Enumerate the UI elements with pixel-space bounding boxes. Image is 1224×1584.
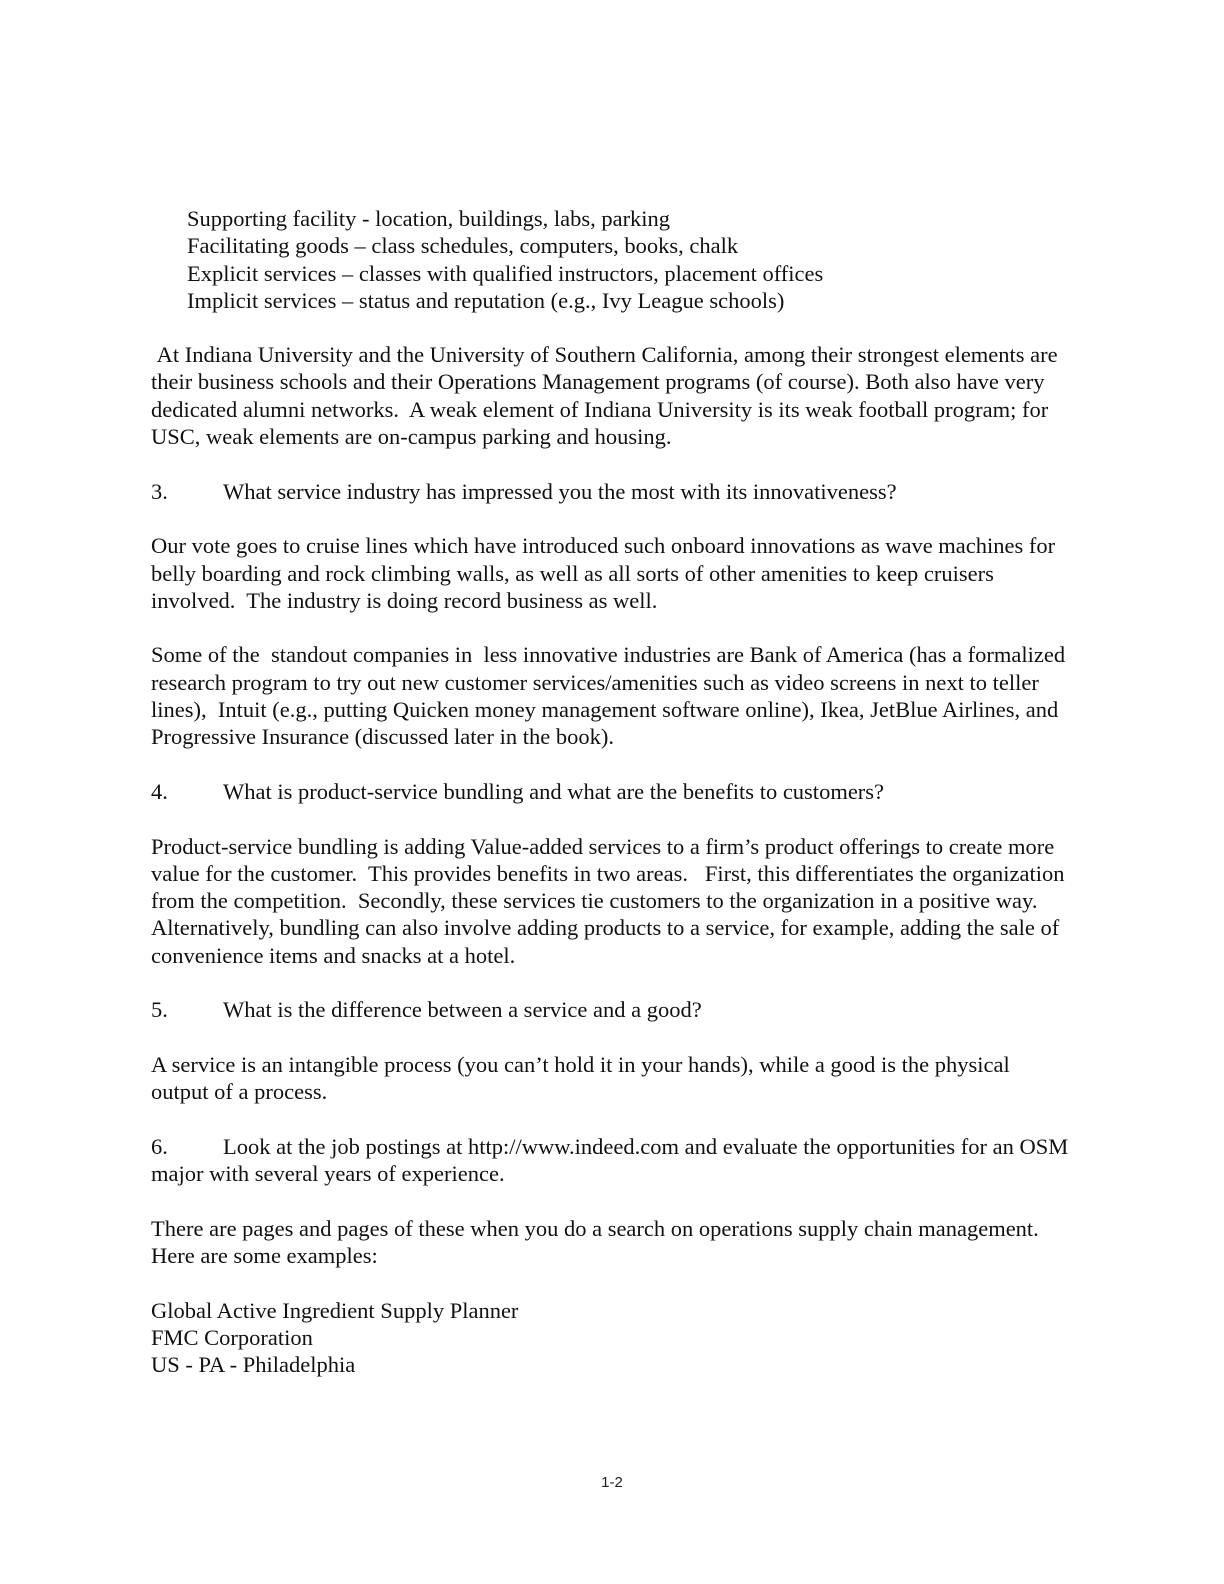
question-4: [151, 778, 1071, 805]
question-number: 6.: [151, 1133, 168, 1159]
question-text: Look at the job postings at http://www.indeed.com and evaluate the opportunities for an OSM major with several years of experience.: [151, 1133, 1069, 1187]
paragraph-universities: At Indiana University and the University of Southern California, among their strongest elements are their business schools and their Operations Management programs (of course). Both also have very dedicated alumni networks. A weak element of Indiana University is its weak football program; for USC, weak elements are on-campus parking and housing.: [151, 342, 1064, 450]
paragraph-cruise-lines: Our vote goes to cruise lines which have introduced such onboard innovations as wave machines for belly boarding and rock climbing walls, as well as all sorts of other amenities to keep cruisers involved. The industry is doing record business as well.: [151, 533, 1061, 613]
question-text: What is product-service bundling and what are the benefits to customers?: [223, 778, 885, 804]
job-company: FMC Corporation: [151, 1324, 313, 1350]
question-6: [151, 1133, 1071, 1188]
question-3: [151, 478, 1071, 505]
list-item: Facilitating goods – class schedules, computers, books, chalk: [187, 233, 739, 259]
job-title: Global Active Ingredient Supply Planner: [151, 1297, 519, 1323]
paragraph-standout-companies: Some of the standout companies in less innovative industries are Bank of America (has a formalized research program to try out new customer services/amenities such as video screens in next to teller lines), Intuit (e.g., putting Quicken money management software online), Ikea, JetBlue Airlines, and Progressive Insurance (discussed later in the book).: [151, 642, 1071, 750]
list-item: Supporting facility - location, buildings, labs, parking: [187, 206, 671, 231]
list-item: Implicit services – status and reputation (e.g., Ivy League schools): [187, 287, 785, 313]
question-5: [151, 996, 1071, 1023]
paragraph-bundling: Product-service bundling is adding Value-added services to a firm’s product offerings to create more value for the customer. This provides benefits in two areas. First, this differentiates the organization from the competition. Secondly, these services tie customers to the organization in a positive way. Alternatively, bundling can also involve adding products to a service, for example, adding the sale of convenience items and snacks at a hotel.: [151, 833, 1071, 968]
page-body: [151, 205, 1071, 1378]
list-item: Explicit services – classes with qualified instructors, placement offices: [187, 260, 824, 286]
job-example: [151, 1297, 1071, 1379]
page-number: 1-2: [601, 1474, 623, 1491]
job-location: US - PA - Philadelphia: [151, 1352, 356, 1378]
service-package-list: [187, 205, 1071, 314]
paragraph-service-vs-good: A service is an intangible process (you can’t hold it in your hands), while a good is the physical output of a process.: [151, 1051, 1010, 1105]
question-number: 5.: [151, 997, 168, 1023]
question-text: What service industry has impressed you the most with its innovativeness?: [223, 478, 897, 504]
question-number: 3.: [151, 478, 168, 504]
question-text: What is the difference between a service and a good?: [223, 997, 702, 1023]
question-number: 4.: [151, 778, 168, 804]
paragraph-job-pages: There are pages and pages of these when you do a search on operations supply chain management. Here are some examples:: [151, 1215, 1051, 1268]
